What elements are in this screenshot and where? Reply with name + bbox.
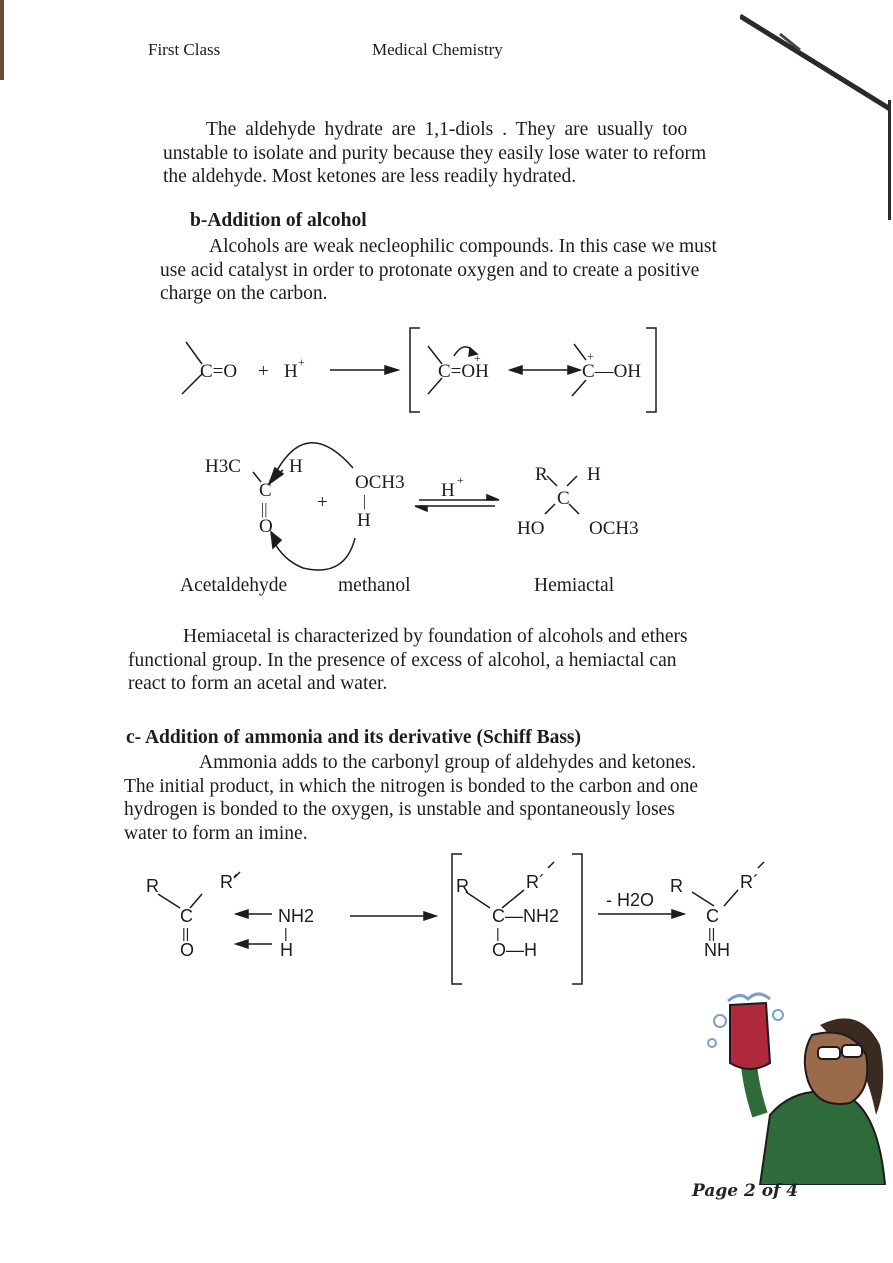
product-carbon: C: [557, 488, 570, 509]
plus-sign: +: [258, 361, 269, 382]
carbocation-formula: C—OH: [582, 361, 642, 382]
header-subject: Medical Chemistry: [372, 40, 503, 59]
imine-double-bond: ||: [708, 925, 716, 941]
paragraph-hydrate: [163, 118, 761, 189]
paragraph-hemiacetal: [128, 625, 773, 696]
text-line: The aldehyde hydrate are 1,1-diols . They are usually too: [206, 119, 688, 140]
imine-r: R: [670, 876, 683, 896]
single-bond: |: [284, 925, 288, 941]
text-line: the aldehyde. Most ketones are less readily hydrated.: [163, 166, 577, 187]
text-line: charge on the carbon.: [160, 283, 328, 304]
water-loss-label: - H2O: [606, 890, 655, 910]
text-line: water to form an imine.: [124, 822, 308, 844]
chemist-illustration: [700, 985, 890, 1185]
double-bond: ||: [261, 501, 268, 518]
plus-sign: +: [317, 492, 328, 513]
imine-carbon: C: [706, 906, 719, 926]
text-line: react to form an acetal and water.: [128, 673, 388, 694]
intermediate-single-bond: |: [496, 925, 500, 941]
paragraph-alcohol: [160, 235, 764, 306]
oxonium-formula: C=OH: [438, 361, 489, 382]
r-group: R: [535, 464, 548, 485]
caption-hemiactal: Hemiactal: [534, 575, 615, 596]
carbocation-charge: +: [587, 349, 594, 363]
caption-methanol: methanol: [338, 575, 411, 596]
single-bond: |: [363, 493, 367, 510]
hydroxyl-group: HO: [517, 518, 545, 539]
reaction-hemiacetal: [195, 428, 665, 578]
carbonyl-carbon: C: [180, 906, 193, 926]
intermediate-c-nh2: C—NH2: [492, 906, 560, 926]
header-class: First Class: [148, 40, 221, 59]
scan-edge-left: [0, 0, 4, 80]
ammonia-group: NH2: [278, 906, 315, 926]
intermediate-o-h: O—H: [492, 940, 537, 960]
text-line: functional group. In the presence of excess of alcohol, a hemiactal can: [128, 649, 677, 671]
caption-acetaldehyde: Acetaldehyde: [180, 575, 288, 596]
imine-nh: NH: [704, 940, 730, 960]
text-line: unstable to isolate and purity because they easily lose water to reform: [163, 142, 707, 164]
paragraph-ammonia: [124, 751, 776, 845]
aldehyde-carbon: C: [259, 480, 272, 501]
carbonyl-oxygen: O: [180, 940, 195, 960]
carbonyl-formula: C=O: [200, 361, 238, 382]
product-hydrogen: H: [587, 464, 601, 485]
scan-edge-corner: [740, 14, 893, 124]
oxonium-charge: +: [474, 351, 481, 365]
text-line: hydrogen is bonded to the oxygen, is unstable and spontaneously loses: [124, 799, 675, 820]
intermediate-r-prime: R´: [526, 872, 545, 892]
acid-catalyst: H: [441, 480, 455, 501]
methoxy-group: OCH3: [355, 472, 405, 493]
aldehyde-hydrogen: H: [289, 456, 303, 477]
text-line: Ammonia adds to the carbonyl group of aldehydes and ketones.: [199, 752, 697, 773]
acid-catalyst-charge: +: [457, 473, 464, 487]
text-line: Alcohols are weak necleophilic compounds. In this case we must: [209, 236, 717, 257]
proton-charge: +: [298, 355, 305, 369]
aldehyde-oxygen: O: [259, 516, 273, 537]
methyl-group: H3C: [205, 456, 241, 477]
page-number: Page 2 of 4: [692, 1181, 799, 1201]
intermediate-r: R: [456, 876, 469, 896]
r-prime-group: R´: [220, 872, 239, 892]
proton-label: H: [284, 361, 298, 382]
reaction-imine: [140, 850, 780, 990]
text-line: The initial product, in which the nitrogen is bonded to the carbon and one: [124, 775, 699, 797]
double-bond: ||: [182, 925, 190, 941]
section-heading-c: c- Addition of ammonia and its derivative (Schiff Bass): [126, 727, 582, 748]
ammonia-hydrogen: H: [280, 940, 293, 960]
product-methoxy: OCH3: [589, 518, 639, 539]
text-line: Hemiacetal is characterized by foundation of alcohols and ethers: [183, 626, 688, 647]
section-heading-b: b-Addition of alcohol: [190, 210, 367, 231]
reaction-protonation: [170, 318, 670, 423]
text-line: use acid catalyst in order to protonate oxygen and to create a positive: [160, 259, 700, 281]
alcohol-hydrogen: H: [357, 510, 371, 531]
imine-r-prime: R´: [740, 872, 759, 892]
r-group: R: [146, 876, 159, 896]
